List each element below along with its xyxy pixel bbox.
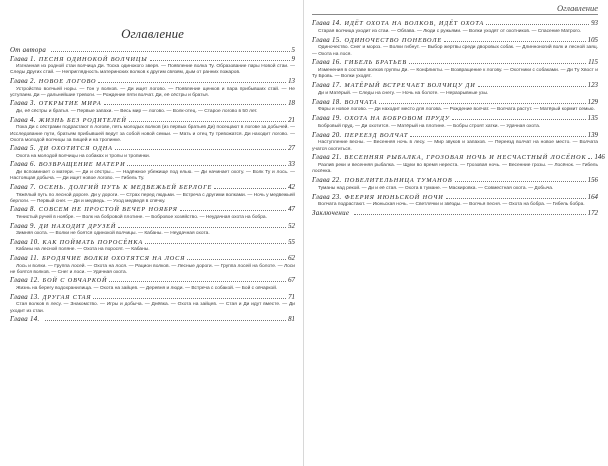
toc-entry bbox=[10, 145, 295, 160]
chapter-label: Глава 9. bbox=[10, 222, 36, 230]
toc-entry bbox=[10, 184, 295, 205]
page-number: 5 bbox=[291, 47, 295, 54]
page-number: 81 bbox=[288, 316, 295, 324]
chapter-line[interactable] bbox=[10, 184, 295, 193]
chapter-title: СОВСЕМ НЕ ПРОСТОЙ ВЕЧЕР НОЯБРЯ bbox=[38, 206, 178, 214]
dot-leader bbox=[127, 165, 286, 166]
chapter-summary: Ди и Матёрый. — Следы на снегу. — Ночь на болоте. — Неразрывные узы. bbox=[318, 90, 489, 96]
header-rule bbox=[312, 14, 598, 15]
chapter-summary: Жизнь на берегу водохранилища. — Охота на зайцев. — Деревня и люди. — Встреча с собакой. — Бой с овчаркой. bbox=[16, 286, 278, 292]
toc-entry bbox=[312, 82, 598, 97]
dot-leader bbox=[98, 82, 286, 83]
chapter-title: ГИБЕЛЬ БРАТЬЕВ bbox=[344, 59, 407, 67]
toc-entry bbox=[10, 78, 295, 99]
dot-leader bbox=[588, 158, 592, 159]
chapter-summary: Одиночество. Снег и мороз. — Волки гибнут. — Выбор жертвы среди дворовых собак. — Длинноногий волк и лесной заяц. — Охота на лося. bbox=[312, 45, 598, 57]
chapter-line[interactable] bbox=[312, 115, 598, 124]
dot-leader bbox=[118, 227, 286, 228]
chapter-line[interactable] bbox=[312, 82, 598, 91]
chapter-title: ДИ НАХОДИТ ДРУЗЕЙ bbox=[38, 222, 117, 230]
chapter-title: ПЕСНЯ ОДИНОКОЙ ВОЛЧИЦЫ bbox=[38, 55, 148, 63]
toc-entry bbox=[312, 59, 598, 80]
dot-leader bbox=[486, 24, 589, 25]
page-number: 33 bbox=[288, 161, 295, 169]
toc-entry bbox=[10, 294, 295, 315]
chapter-line[interactable] bbox=[10, 277, 295, 286]
dot-leader bbox=[455, 181, 586, 182]
chapter-label: Глава 10. bbox=[10, 238, 40, 246]
chapter-summary: Бобровый пруд. — Ди охотится. — Матёрый на плотине. — Бобры строят хатки. — Удачная охота. bbox=[318, 123, 541, 129]
chapter-title: ПОВЕЛИТЕЛЬНИЦА ТУМАНОВ bbox=[344, 177, 453, 184]
chapter-line[interactable] bbox=[10, 206, 295, 215]
chapter-label: Глава 11. bbox=[10, 255, 39, 263]
page-number: 123 bbox=[587, 81, 598, 89]
chapter-summary: Тяжёлый путь по лесной дороге. Ди у дороги. — Страх перед людьми. — Встреча с другими волками. — Ночь у медвежьей берлоги. — Первый снег. — Ди и медведь. — Уход медведя в спячку. bbox=[10, 192, 295, 204]
chapter-label: Глава 14. bbox=[10, 316, 40, 324]
page-number: 27 bbox=[288, 145, 295, 153]
chapter-label: Глава 5. bbox=[10, 145, 36, 153]
page-title: Оглавление bbox=[121, 26, 184, 41]
dot-leader bbox=[180, 210, 286, 211]
chapter-title: ИДЁТ ОХОТА НА ВОЛКОВ, ИДЁТ ОХОТА bbox=[344, 20, 485, 27]
chapter-line[interactable] bbox=[10, 316, 295, 325]
running-head: Оглавление bbox=[556, 3, 598, 13]
toc-entry bbox=[312, 177, 598, 192]
dot-leader bbox=[214, 188, 286, 189]
chapter-label: Глава 18. bbox=[312, 98, 342, 106]
toc-entry bbox=[10, 223, 295, 238]
chapter-label: От автора bbox=[10, 47, 47, 54]
chapter-summary: Лось и волки. — Группа лосей. — Охота на лося. — Рацион волков. — Лесные дороги. — Группа лосей на болоте. — Лоси не боятся волков. — Снег и лоси. — Удачная охота. bbox=[10, 263, 295, 275]
chapter-line[interactable] bbox=[312, 20, 598, 29]
toc-entry bbox=[312, 132, 598, 153]
dot-leader bbox=[104, 104, 287, 105]
chapter-summary: Старая волчица уходит из стаи. — Облава. — Люди с ружьями. — Волки уходят от охотников. — Спасение Матрого. bbox=[318, 28, 582, 34]
dot-leader bbox=[51, 51, 289, 52]
chapter-line[interactable] bbox=[10, 255, 295, 264]
chapter-title: ОСЕНЬ. ДОЛГИЙ ПУТЬ К МЕДВЕЖЬЕЙ БЕРЛОГЕ bbox=[38, 183, 213, 191]
chapter-title: ДИ ОХОТИТСЯ ОДНА bbox=[38, 145, 113, 153]
dot-leader bbox=[379, 103, 585, 104]
dot-leader bbox=[410, 136, 585, 137]
chapter-line[interactable] bbox=[312, 210, 598, 219]
dot-leader bbox=[446, 198, 586, 199]
chapter-label: Глава 17. bbox=[312, 81, 342, 89]
toc-entry bbox=[312, 115, 598, 130]
dot-leader bbox=[478, 86, 586, 87]
chapter-summary: Разлив реки и весенняя рыбалка. — Щуки во время нереста. — Грозовая ночь. — Весенние грозы. — Лосёнок. — Гибель лосёнка. bbox=[312, 163, 598, 175]
chapter-line[interactable] bbox=[10, 78, 295, 87]
toc-entry bbox=[10, 206, 295, 221]
chapter-summary: Зимняя охота. — Волки не боятся одинокой волчицы. — Кабаны. — Неудачная охота. bbox=[16, 231, 210, 237]
page-number: 67 bbox=[288, 277, 295, 285]
chapter-line[interactable] bbox=[10, 223, 295, 232]
page-number: 164 bbox=[587, 193, 598, 201]
page-number: 139 bbox=[587, 131, 598, 139]
toc-entry bbox=[10, 47, 295, 56]
toc-entry bbox=[312, 210, 598, 219]
right-page bbox=[304, 0, 608, 466]
chapter-title: ФЕЕРИЯ ИЮНЬСКОЙ НОЧИ bbox=[344, 193, 444, 201]
chapter-label: Глава 1. bbox=[10, 55, 36, 63]
page-number: 52 bbox=[288, 222, 295, 230]
chapter-summary: Наступление весны. — Весенняя ночь в лесу. — Мир звуков и запахов. — Переезд волчат на новое место. — Волчата учатся охотиться. bbox=[312, 140, 598, 152]
chapter-label: Глава 2. bbox=[10, 78, 36, 86]
toc-entry bbox=[312, 194, 598, 209]
chapter-line[interactable] bbox=[312, 59, 598, 68]
dot-leader bbox=[93, 298, 286, 299]
toc-left-column bbox=[10, 47, 295, 325]
page-number: 135 bbox=[587, 115, 598, 123]
chapter-summary: Кабаны на лесной поляне. — Охота на поросят. — Кабаны. bbox=[16, 247, 150, 253]
chapter-title: БОЙ С ОВЧАРКОЙ bbox=[42, 277, 108, 285]
toc-right-column bbox=[312, 20, 605, 219]
chapter-label: Глава 15. bbox=[312, 36, 342, 44]
page-number: 62 bbox=[288, 255, 295, 263]
chapter-summary: Волчата подрастают. — Июньская ночь. — Светлячки и звёзды. — Волчья песня. — Охота на бобра. — Гибель бобра. bbox=[318, 202, 585, 208]
dot-leader bbox=[187, 259, 286, 260]
chapter-summary: Стая волков в лесу. — Знакомство. — Игры и добыча. — Днёвка. — Охота на зайцев. — Стая и Ди идут вместе. — Ди уходит из стаи. bbox=[10, 302, 295, 314]
chapter-label: Глава 6. bbox=[10, 161, 36, 169]
page-number: 21 bbox=[288, 116, 295, 124]
chapter-label: Глава 16. bbox=[312, 59, 342, 67]
chapter-title: ОХОТА НА БОБРОВОМ ПРУДУ bbox=[344, 115, 450, 123]
dot-leader bbox=[150, 60, 290, 61]
toc-entry bbox=[10, 56, 295, 77]
dot-leader bbox=[409, 63, 586, 64]
page-number: 47 bbox=[288, 206, 295, 214]
chapter-label: Глава 19. bbox=[312, 115, 342, 123]
chapter-summary: Фары и новое логово. — Ди находит место для логова. — Рождение волчат. — Волчата растут. — Матёрый кормит семью. bbox=[318, 107, 595, 113]
page-number: 71 bbox=[288, 293, 295, 301]
chapter-summary: Ди вспоминает о матери. — Ди и сёстры... — Надёжное убежище под елью. — Ди начинает охоту. — Волк Ту и лось. — Настоящая добыча. — Ди ищет новое логово. — Гибель Ту. bbox=[10, 170, 295, 182]
chapter-summary: Туманы над рекой. — Ди и её стая. — Охота в тумане. — Маскировка. — Совместная охота. — Добыча. bbox=[318, 185, 554, 191]
chapter-label: Глава 8. bbox=[10, 206, 36, 214]
chapter-label: Глава 20. bbox=[312, 131, 342, 139]
chapter-label: Глава 13. bbox=[10, 293, 40, 301]
chapter-line[interactable] bbox=[312, 177, 598, 186]
chapter-summary: Изгнанная из родной стаи волчица Ди. Тоска одинокого зверя. — Появление волка Ту. Образование пары Новой стаи. — Следы Других стай. — Неприглядность материнских волков к другим связям, дым от ранних пожаров. bbox=[10, 64, 295, 76]
page-number: 172 bbox=[587, 210, 598, 218]
page-number: 115 bbox=[588, 59, 598, 67]
page-number: 9 bbox=[291, 55, 295, 63]
toc-entry bbox=[312, 20, 598, 35]
chapter-label: Глава 14. bbox=[312, 20, 342, 27]
chapter-label: Глава 21. bbox=[312, 154, 342, 162]
chapter-label: Глава 22. bbox=[312, 177, 342, 184]
chapter-label: Заключение bbox=[312, 210, 350, 218]
chapter-label: Глава 4. bbox=[10, 116, 36, 124]
chapter-title: ВЕСЕННЯЯ РЫБАЛКА, ГРОЗОВАЯ НОЧЬ И НЕСЧАСТНЫЙ ЛОСЁНОК bbox=[344, 154, 587, 162]
chapter-title: БРОДЯЧИЕ ВОЛКИ ОХОТЯТСЯ НА ЛОСЯ bbox=[42, 255, 186, 263]
toc-entry bbox=[10, 277, 295, 292]
dot-leader bbox=[444, 41, 586, 42]
chapter-line[interactable] bbox=[10, 47, 295, 56]
chapter-label: Глава 12. bbox=[10, 277, 40, 285]
chapter-title: ДРУГАЯ СТАЯ bbox=[42, 293, 92, 301]
chapter-title: ОДИНОЧЕСТВО ПОНЕВОЛЕ bbox=[344, 36, 443, 44]
toc-entry bbox=[10, 316, 295, 325]
chapter-title: ВОЗВРАЩЕНИЕ МАТЕРИ bbox=[38, 161, 126, 169]
page-number: 42 bbox=[288, 183, 295, 191]
dot-leader bbox=[145, 243, 286, 244]
toc-entry bbox=[312, 154, 605, 175]
toc-entry bbox=[312, 99, 598, 114]
chapter-summary: Тенистый ручей в ноябре. — Волк на бобровой плотине. — Бобровое хозяйство. — Неудачная охота на бобра. bbox=[16, 214, 267, 220]
dot-leader bbox=[452, 119, 586, 120]
page-number: 93 bbox=[591, 20, 598, 27]
dot-leader bbox=[354, 214, 585, 215]
toc-entry bbox=[10, 239, 295, 254]
chapter-title: МАТЁРЫЙ ВСТРЕЧАЕТ ВОЛЧИЦУ ДИ bbox=[344, 81, 476, 89]
chapter-title: ОТКРЫТИЕ МИРА bbox=[38, 100, 102, 108]
page-number: 146 bbox=[594, 154, 605, 162]
dot-leader bbox=[129, 121, 286, 122]
page-number: 156 bbox=[587, 177, 598, 184]
chapter-title: КАК ПОЙМАТЬ ПОРОСЁНКА bbox=[42, 238, 144, 246]
chapter-summary: Устройство волчьей норы. — Гон у волков. — Ди ищет логово. — Появление щенков и пара прибывших стай. — Не уступаем. Ди — дальнейшие тревоги. — Рождение пяти волчат. Ди, её сёстры и братья. bbox=[10, 86, 295, 98]
page-number: 105 bbox=[587, 36, 598, 44]
chapter-title: ВОЛЧАТА bbox=[344, 98, 378, 106]
dot-leader bbox=[109, 281, 286, 282]
page-number: 55 bbox=[288, 238, 295, 246]
page-number: 18 bbox=[288, 100, 295, 108]
chapter-title: ЖИЗНЬ БЕЗ РОДИТЕЛЕЙ bbox=[38, 116, 127, 124]
toc-entry bbox=[10, 255, 295, 276]
chapter-line[interactable] bbox=[10, 100, 295, 109]
chapter-summary: Ди, её сёстры и братья. — Первые запахи. — Весь мир — логово. — Волк-отец. — Старое логово в 50 лет. bbox=[16, 109, 258, 115]
chapter-label: Глава 7. bbox=[10, 183, 36, 191]
chapter-line[interactable] bbox=[312, 154, 605, 163]
chapter-summary: Пока Ди с сёстрами подрастают в логове, пять молодых волков (из первых братьев Ди) посещают в логове за добычей. — Исследование пути, братьям прибывшей ведут за собой новой семьи. — Мать и отец Ту тревожатся. Ди находит логово. — Охота молодой волчицы за пищей и на тропинке. bbox=[10, 125, 295, 143]
toc-entry bbox=[10, 161, 295, 182]
toc-entry bbox=[10, 117, 295, 144]
chapter-summary: Изменения в составе волков группы Ди. — Конфликты. — Возвращение к логову. — Охотники с собаками. — Ди Ту Хвост и Ту Бровь. — Волки уходят. bbox=[312, 68, 598, 80]
chapter-line[interactable] bbox=[10, 145, 295, 154]
chapter-title: ПЕРЕЕЗД ВОЛЧАТ bbox=[344, 131, 409, 139]
chapter-line[interactable] bbox=[10, 161, 295, 170]
dot-leader bbox=[115, 149, 286, 150]
toc-entry bbox=[312, 37, 598, 58]
chapter-title: НОВОЕ ЛОГОВО bbox=[38, 78, 97, 86]
chapter-label: Глава 3. bbox=[10, 100, 36, 108]
page-number: 129 bbox=[587, 98, 598, 106]
page-number: 13 bbox=[288, 78, 295, 86]
chapter-summary: Охота на молодой волчицы на собаках и тропы и тропинки. bbox=[16, 153, 151, 159]
chapter-label: Глава 23. bbox=[312, 193, 342, 201]
toc-entry bbox=[10, 100, 295, 115]
dot-leader bbox=[45, 320, 287, 321]
